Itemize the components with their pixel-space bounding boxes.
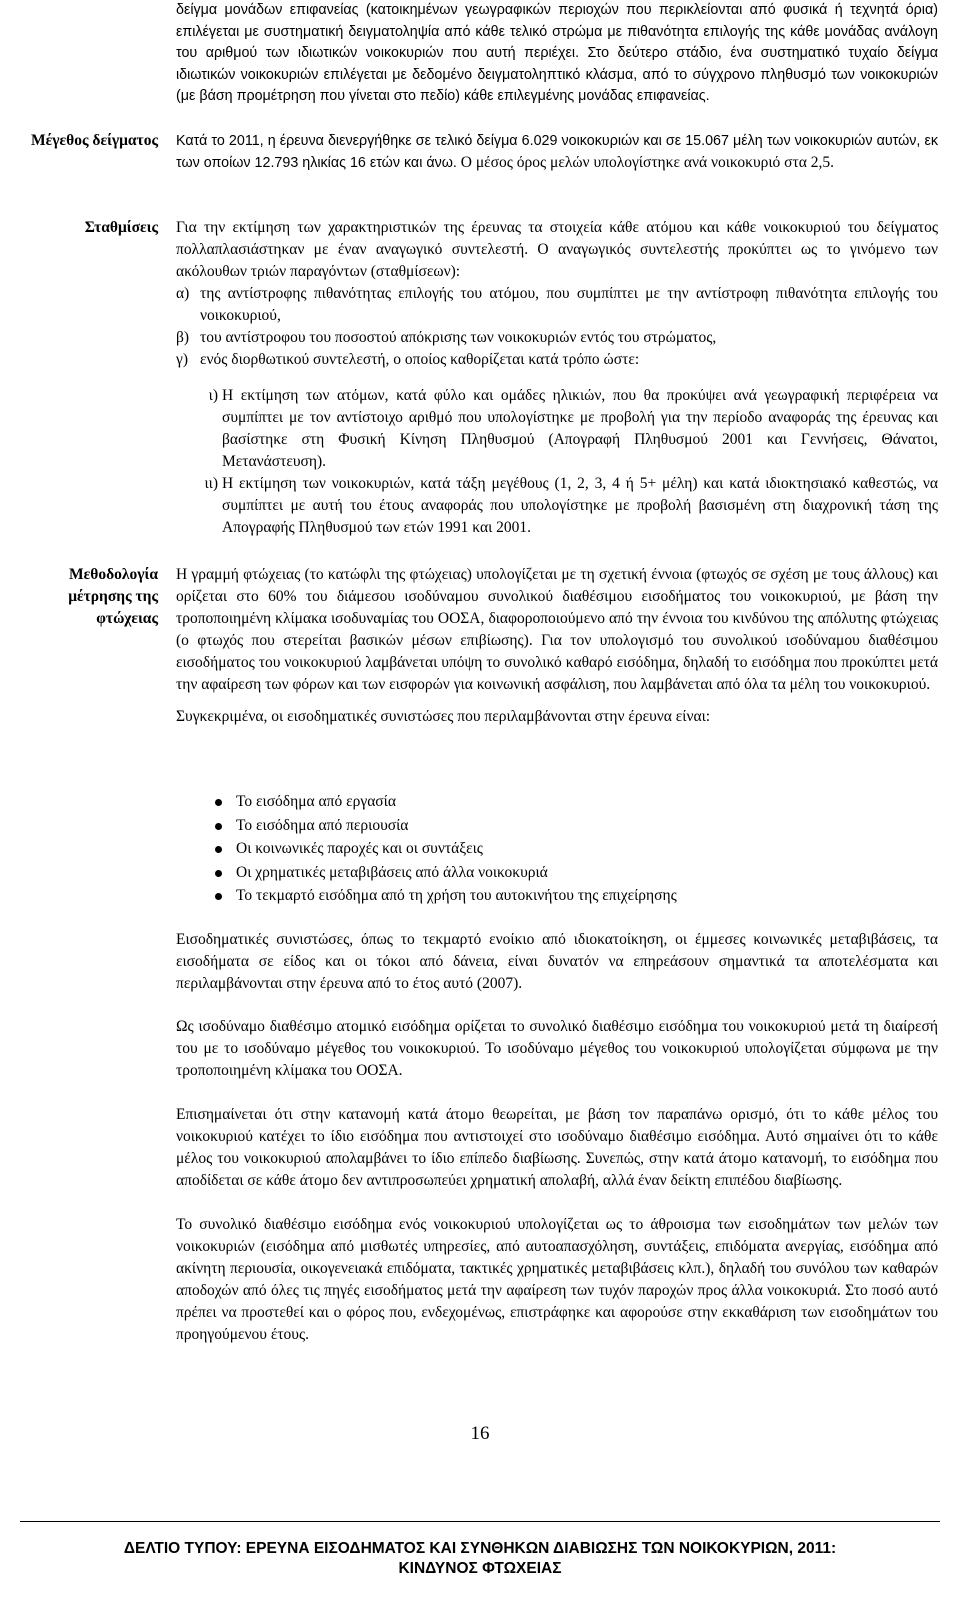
bullet-icon <box>215 799 222 806</box>
weights-item-b-text: του αντίστροφου του ποσοστού απόκρισης των νοικοκυριών εντός του στρώματος, <box>200 329 717 346</box>
weights-item-c <box>176 349 938 371</box>
methodology-paragraph-4: Ως ισοδύναμο διαθέσιμο ατομικό εισόδημα ορίζεται το συνολικό διαθέσιμο εισόδημα του νοικοκυριού μετά τη διαίρεσή του με το ισοδύναμο μέγεθος του νοικοκυριού. Το ισοδύναμο μέγεθος του νοικοκυριού υπολογίζεται σύμφωνα με την τροποποιημένη κλίμακα του ΟΟΣΑ. <box>176 1018 938 1079</box>
weights-subitem-ii-key: ιι) <box>204 475 218 492</box>
list-item: Το εισόδημα από περιουσία <box>176 814 938 838</box>
list-item: Το τεκμαρτό εισόδημα από τη χρήση του αυτοκινήτου της επιχείρησης <box>176 884 938 908</box>
income-components-list <box>176 790 938 908</box>
sample-size-label: Μέγεθος δείγματος <box>31 132 158 149</box>
methodology-paragraph-5: Επισημαίνεται ότι στην κατανομή κατά άτομο θεωρείται, με βάση τον παραπάνω ορισμό, ότι το κάθε μέλος του νοικοκυριού κατέχει το ίδιο εισόδημα που αντιστοιχεί στο ισοδύναμο διαθέσιμο εισόδημα. Αυτό σημαίνει ότι το κάθε μέλος του νοικοκυριού απολαμβάνει το ίδιο επίπεδο διαβίωσης. Συνεπώς, στην κατά άτομο κατανομή, το εισόδημα που αποδίδεται σε κάθε άτομο δεν αντιπροσωπεύει χρηματική απολαβή, αλλά έναν δείκτη επιπέδου διαβίωσης. <box>176 1106 938 1189</box>
footer-divider <box>20 1521 940 1522</box>
page-number: 16 <box>470 1423 490 1444</box>
methodology-paragraph-6-wrap <box>176 1214 938 1346</box>
weights-item-b <box>176 327 938 349</box>
list-item: Οι χρηματικές μεταβιβάσεις από άλλα νοικοκυριά <box>176 861 938 885</box>
sample-size-text <box>176 130 938 174</box>
methodology-label-line1: Μεθοδολογία <box>69 566 158 583</box>
methodology-paragraph-2: Συγκεκριμένα, οι εισοδηματικές συνιστώσες που περιλαμβάνονται στην έρευνα είναι: <box>176 708 711 725</box>
sample-size-text-a: Κατά το 2011, η έρευνα διενεργήθηκε σε τελικό δείγμα 6.029 νοικοκυριών και σε 15.067 μέλη των νοικοκυριών αυτών, εκ των οποίων 12.793 ηλικίας 16 ετών και άνω. <box>176 133 938 171</box>
bullet-icon <box>215 846 222 853</box>
footer <box>0 1539 960 1579</box>
methodology-paragraph-1: Η γραμμή φτώχειας (το κατώφλι της φτώχειας) υπολογίζεται με τη σχετική έννοια (φτωχός σε σχέση με τους άλλους) και ορίζεται στο 60% του διάμεσου ισοδύναμου συνολικού διαθέσιμου εισοδήματος του νοικοκυριού, με βάση την τροποποιημένη κλίμακα ισοδυναμίας του ΟΟΣΑ, διαφοροποιούμενο από την έννοια του κινδύνου της απόλυτης φτώχειας (ο φτωχός που στερείται βασικών μέσων επιβίωσης). Για τον υπολογισμό του συνολικού ισοδύναμου διαθέσιμου εισοδήματος του νοικοκυριού λαμβάνεται υπόψη το συνολικό καθαρό εισόδημα, δηλαδή το εισόδημα που προκύπτει μετά την αφαίρεση των φόρων και των εισφορών για κοινωνική ασφάλιση, που λαμβάνεται από όλα τα μέλη του νοικοκυριού. <box>176 566 938 693</box>
methodology-paragraph-3-wrap <box>176 929 938 995</box>
weights-label: Σταθμίσεις <box>84 219 158 236</box>
weights-subitems <box>196 385 938 539</box>
bullet-icon <box>215 893 222 900</box>
methodology-paragraph-6: Το συνολικό διαθέσιμο εισόδημα ενός νοικοκυριού υπολογίζεται ως το άθροισμα των εισοδημάτων των μελών των νοικοκυριών (εισόδημα από μισθωτές υπηρεσίες, από αυτοαπασχόληση, συντάξεις, επιδόματα ανεργίας, εισόδημα από ακίνητη περιουσία, οικογενειακά επιδόματα, τακτικές χρηματικές μεταβιβάσεις κλπ.), δηλαδή του συνόλου των καθαρών αποδοχών από όλες τις πηγές εισοδήματος μετά την αφαίρεση των τυχόν παροχών προς άλλα νοικοκυριά. Στο ποσό αυτό πρέπει να προστεθεί και ο φόρος που, ενδεχομένως, επιστράφηκε και αφορούσε στην εκκαθάριση των εισοδημάτων του προηγούμενου έτους. <box>176 1216 938 1343</box>
sample-size-text-b: Ο μέσος όρος μελών υπολογίστηκε ανά νοικοκυριό στα 2,5. <box>460 154 834 171</box>
methodology-paragraph-3: Εισοδηματικές συνιστώσες, όπως το τεκμαρτό ενοίκιο από ιδιοκατοίκηση, οι έμμεσες κοινωνικές μεταβιβάσεις, τα εισοδήματα σε είδος και οι τόκοι από δάνεια, είναι δυνατόν να επηρεάσουν σημαντικά τα αποτελέσματα και περιλαμβάνονται στην έρευνα από το έτος αυτό (2007). <box>176 931 938 992</box>
intro-paragraph: δείγμα μονάδων επιφανείας (κατοικημένων γεωγραφικών περιοχών που περικλείονται από φυσικά ή τεχνητά όρια) επιλέγεται με συστηματική δειγματοληψία από κάθε τελικό στρώμα με πιθανότητα επιλογής της κάθε μονάδας ανάλογη του αριθμού των ιδιωτικών νοικοκυριών που αυτή περιέχει. Στο δεύτερο στάδιο, ένα συστηματικό τυχαίο δείγμα ιδιωτικών νοικοκυριών επιλέγεται με δεδομένο δειγματοληπτικό κλάσμα, από το σύγχρονο πληθυσμό των νοικοκυριών (με βάση προμέτρηση που γίνεται στο πεδίο) κάθε επιλεγμένης μονάδας επιφανείας. <box>176 2 938 104</box>
methodology-paragraph-4-wrap <box>176 1016 938 1082</box>
list-item: Οι κοινωνικές παροχές και οι συντάξεις <box>176 837 938 861</box>
weights-subitem-i-key: ι) <box>208 387 218 404</box>
bullet-icon <box>215 823 222 830</box>
methodology-label <box>0 564 158 630</box>
list-item: Το εισόδημα από εργασία <box>176 790 938 814</box>
methodology-label-line2: μέτρησης της <box>68 588 158 605</box>
weights-item-c-key: γ) <box>176 351 189 368</box>
weights-item-c-text: ενός διορθωτικού συντελεστή, ο οποίος καθορίζεται κατά τρόπο ώστε: <box>200 351 640 368</box>
footer-line2: ΚΙΝΔΥΝΟΣ ΦΤΩΧΕΙΑΣ <box>398 1560 562 1577</box>
weights-subitem-i-text: Η εκτίμηση των ατόμων, κατά φύλο και ομάδες ηλικιών, που θα προκύψει ανά γεωγραφική περιφέρεια να συμπίπτει με τον αντίστοιχο αριθμό που υπολογίστηκε με προβολή για την περίοδο αναφοράς της έρευνας και βασίστηκε στη Φυσική Κίνηση Πληθυσμού (Απογραφή Πληθυσμού 2001 και Γεννήσεις, Θάνατοι, Μετανάστευση). <box>222 387 938 470</box>
weights-item-a-key: α) <box>176 285 190 302</box>
weights-subitem-ii <box>196 473 938 539</box>
weights-item-b-key: β) <box>176 329 190 346</box>
methodology-paragraph-5-wrap <box>176 1104 938 1192</box>
bullet-icon <box>215 870 222 877</box>
weights-item-a <box>176 283 938 327</box>
weights-subitem-i <box>196 385 938 473</box>
footer-line1: ΔΕΛΤΙΟ ΤΥΠΟΥ: ΕΡΕΥΝΑ ΕΙΣΟΔΗΜΑΤΟΣ ΚΑΙ ΣΥΝΘΗΚΩΝ ΔΙΑΒΙΩΣΗΣ ΤΩΝ ΝΟΙΚΟΚΥΡΙΩΝ, 2011: <box>123 1540 837 1557</box>
weights-paragraph: Για την εκτίμηση των χαρακτηριστικών της έρευνας τα στοιχεία κάθε ατόμου και κάθε νοικοκυριού του δείγματος πολλαπλασιάστηκαν με έναν αναγωγικό συντελεστή. Ο αναγωγικός συντελεστής προκύπτει ως το γινόμενο των ακόλουθων τριών παραγόντων (σταθμίσεων): <box>176 219 938 280</box>
weights-subitem-ii-text: Η εκτίμηση των νοικοκυριών, κατά τάξη μεγέθους (1, 2, 3, 4 ή 5+ μέλη) και κατά ιδιοκτησιακό καθεστώς, να συμπίπτει με αυτή του έτους αναφοράς που υπολογίστηκε με προβολή βασισμένη στη διαχρονική τάση της Απογραφής Πληθυσμού των ετών 1991 και 2001. <box>222 475 938 536</box>
weights-item-a-text: της αντίστροφης πιθανότητας επιλογής του ατόμου, που συμπίπτει με την αντίστροφη πιθανότητα επιλογής του νοικοκυριού, <box>200 285 938 324</box>
methodology-label-line3: φτώχειας <box>96 610 158 627</box>
